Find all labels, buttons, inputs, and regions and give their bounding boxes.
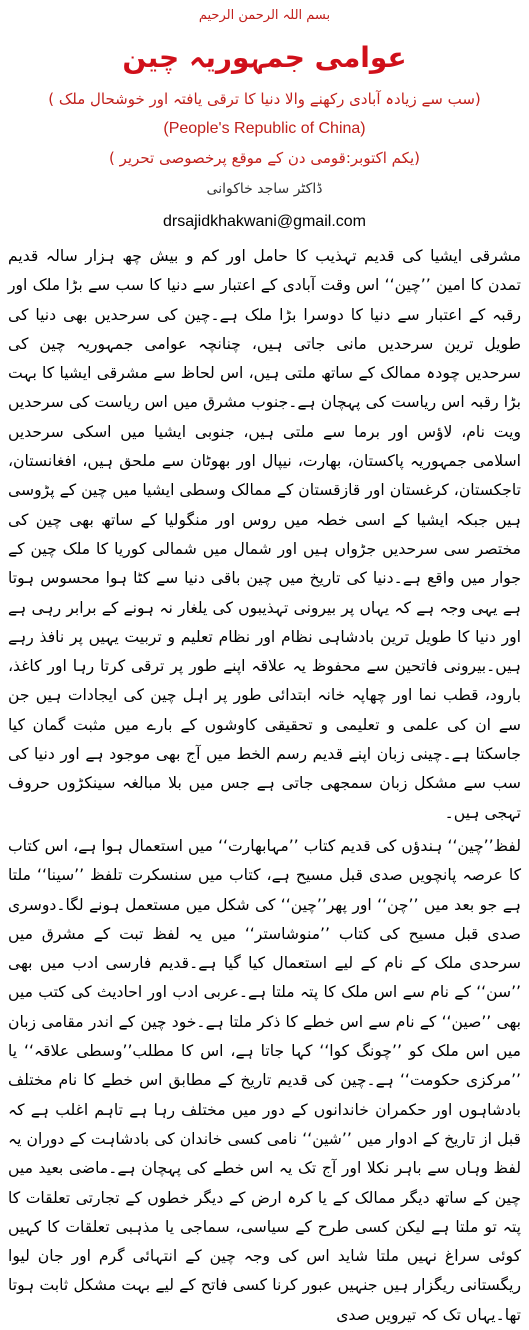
- paragraph: لفظ’’چین‘‘ ہندؤں کی قدیم کتاب ’’مہابھارت‘‘ میں استعمال ہوا ہے، اس کتاب کا عرصہ پانچویں صدی قبل مسیح ہے، کتاب میں سنسکرت تلفظ ’’سینا‘‘ ملتا ہے جو بعد میں ’’چن‘‘ اور پھر’’چین‘‘ کی شکل میں مستعمل ہونے لگا۔دوسری صدی قبل مسیح کی کتاب ’’منوشاستر‘‘ میں یہ لفظ تبت کے مشرق میں سرحدی ملک کے نام کے لیے استعمال کیا گیا ہے۔قدیم فارسی ادب میں بھی ’’سن‘‘ کے نام سے اس ملک کا پتہ ملتا ہے۔عربی ادب اور احادیث کی کتب میں بھی ’’صین‘‘ کے نام سے اس خطے کا ذکر ملتا ہے۔خود چین کے اندر مقامی زبان میں اس ملک کو ’’چونگ کوا‘‘ کہا جاتا ہے، اس کا مطلب’’وسطی علاقہ‘‘ یا ’’مرکزی حکومت‘‘ ہے۔چین کی قدیم تاریخ کے مطابق اس خطے کا نام مختلف بادشاہوں اور حکمران خاندانوں کے دور میں مختلف رہا ہے تاہم اغلب ہے کہ قبل از تاریخ کے ادوار میں ’’شین‘‘ نامی کسی خاندان کی بادشاہت کے دوران یہ لفظ وہاں سے باہر نکلا اور آج تک یہ اس خطے کی پہچان ہے۔ماضی بعید میں چین کے ساتھ دیگر ممالک کے یا کرہ ارض کے دیگر خطوں کے تجارتی تعلقات کا پتہ تو ملتا ہے لیکن کسی طرح کے سیاسی، سماجی یا مذہبی تعلقات کا کہیں کوئی سراغ نہیں ملتا شاید اس کی وجہ چین کے انتہائی گرم اور جان لیوا ریگستانی ریگزار ہیں جنہیں عبور کرنا کسی فاتح کے لیے بہت مشکل ثابت ہوتا تھا۔یہاں تک کہ تیرویں صدی: [8, 836, 521, 1324]
- author-email[interactable]: drsajidkhakwani@gmail.com: [163, 213, 366, 230]
- author-name: ڈاکٹر ساجد خاکوانی: [206, 181, 323, 197]
- bismillah: بسم اللہ الرحمن الرحیم: [198, 8, 331, 23]
- article-title: عوامی جمہوریہ چین: [122, 41, 407, 74]
- english-title: (People's Republic of China): [163, 120, 366, 137]
- paragraph: مشرقی ایشیا کی قدیم تہذیب کا حامل اور کم و بیش چھ ہزار سالہ قدیم تمدن کا امین ’’چین‘‘ اس وقت آبادی کے اعتبار سے دنیا کا سب سے بڑا ملک اور رقبہ کے اعتبار سے دنیا کا دوسرا بڑا ملک ہے۔چین کی سرحدیں بھی دنیا کی طویل ترین سرحدیں مانی جاتی ہیں، چنانچہ عوامی جمہوریہ چین کی سرحدیں چودہ ممالک کے ساتھ ملتی ہیں، اس لحاظ سے مشرقی ایشیا کا بہت بڑا رقبہ اس ریاست کی پہچان ہے۔جنوب مشرق میں اس ریاست کی سرحدیں ویت نام، لاؤس اور برما سے ملتی ہیں، جنوبی ایشیا میں اسکی سرحدیں اسلامی جمہوریہ پاکستان، بھارت، نیپال اور بھوٹان سے ملحق ہیں، افغانستان، تاجکستان، کرغستان اور قازقستان کے ممالک وسطی ایشیا میں چین کے پڑوسی ہیں جبکہ ایشیا کے اسی خطہ میں روس اور منگولیا کے ساتھ بھی چین کی مختصر سی سرحدیں جڑواں ہیں اور شمال میں شمالی کوریا کا ملک چین کے جوار میں واقع ہے۔دنیا کی تاریخ میں چین باقی دنیا سے کٹا ہوا محسوس ہوتا ہے یہی وجہ ہے کہ یہاں پر بیرونی تہذیبوں کی یلغار نہ ہونے کے برابر رہی ہے اور دنیا کا طویل ترین بادشاہی نظام اور نظام تعلیم و تربیت یہیں پر نافذ رہے ہیں۔بیرونی فاتحین سے محفوظ یہ علاقہ اپنے طور پر ترقی کرتا رہا اور کاغذ، بارود، قطب نما اور چھاپہ خانہ ابتدائی طور پر اہل چین کی ایجادات ہیں جن سے ان کی علمی و تعلیمی و تحقیقی کاوشوں کے بارے میں مثبت گمان کیا جاسکتا ہے۔چینی زبان اپنے قدیم رسم الخط میں آج بھی موجود ہے اور دنیا کی سب سے مشکل زبان سمجھی جاتی ہے جس میں بلا مبالغہ سینکڑوں حروف تہجی ہیں۔: [8, 247, 521, 822]
- article-subtitle: (سب سے زیادہ آبادی رکھنے والا دنیا کا ترقی یافتہ اور خوشحال ملک ): [48, 90, 481, 108]
- article-body: [0, 242, 529, 1330]
- occasion-note: (یکم اکتوبر:قومی دن کے موقع پرخصوصی تحریر ): [109, 149, 420, 167]
